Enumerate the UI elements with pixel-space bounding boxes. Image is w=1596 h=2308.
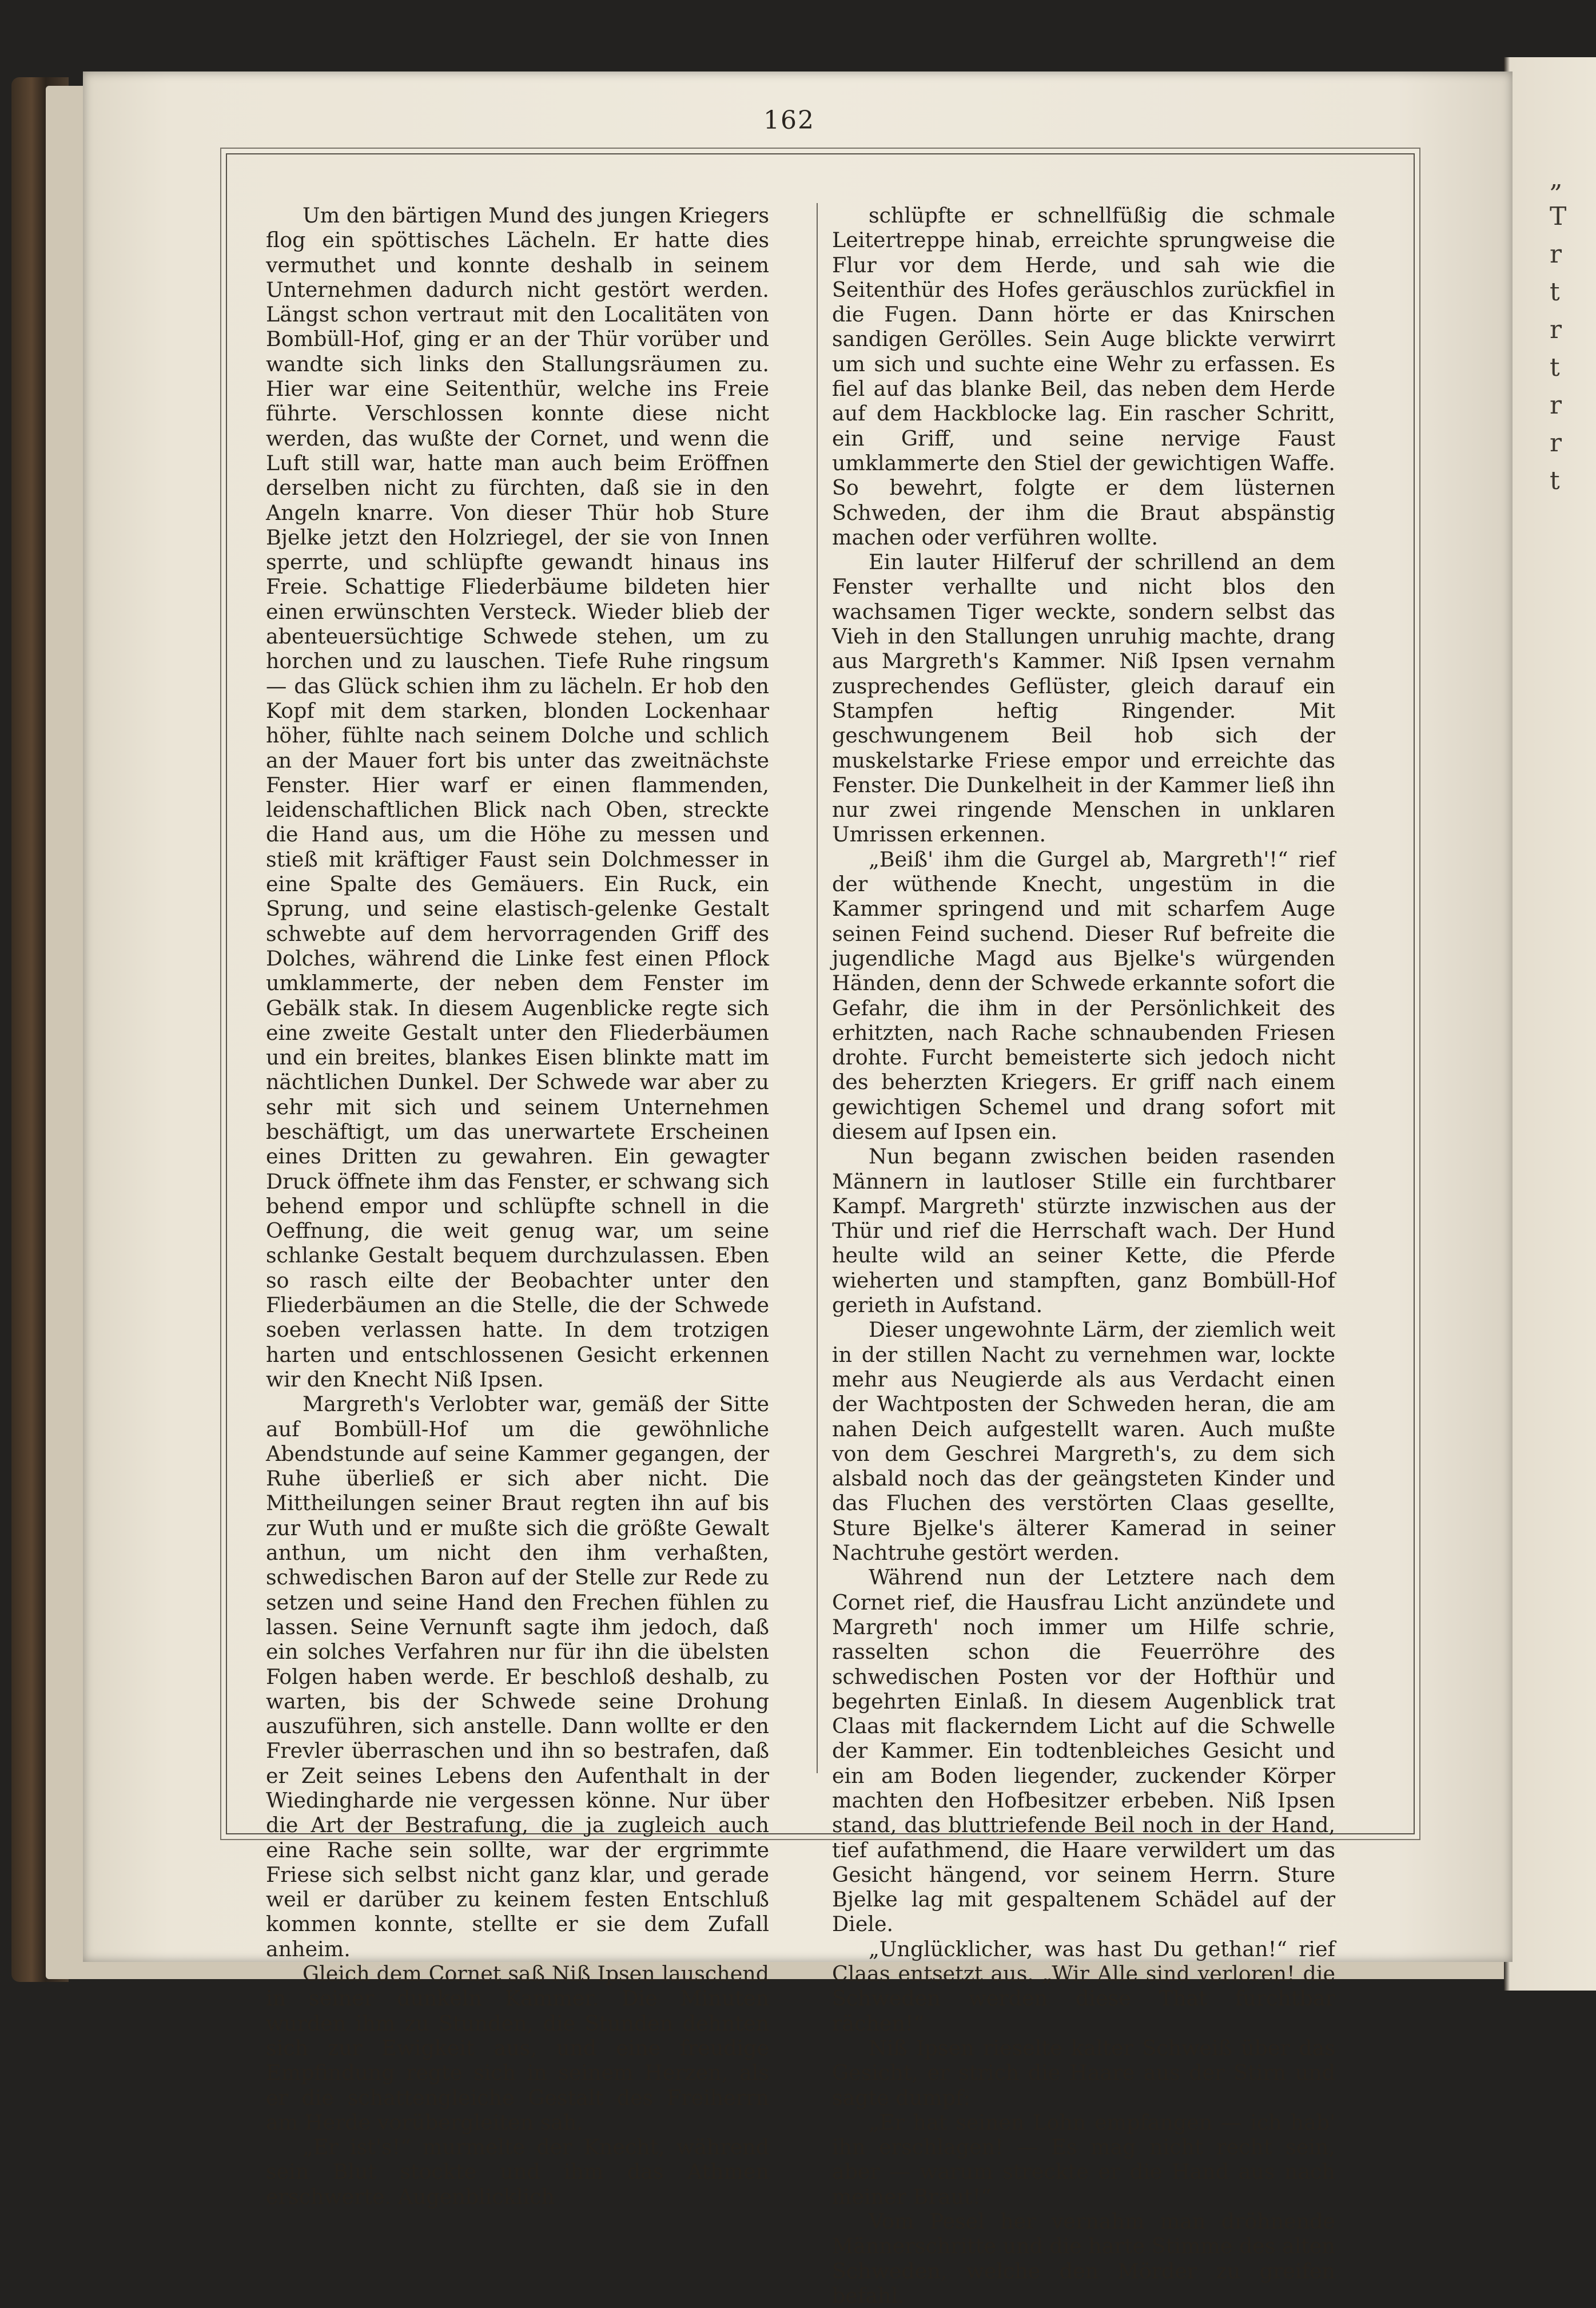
paragraph: „Beiß' ihm die Gurgel ab, Margreth'!“ rief der wüthende Knecht, ungestüm in die Kammer springend und mit scharfem Auge seinen Feind suchend. Dieser Ruf befreite die jugendliche Magd aus Bjelke's würgenden Händen, denn der Schwede erkannte sofort die Gefahr, die ihm in der Persönlichkeit des erhitzten, nach Rache schnaubenden Friesen drohte. Furcht bemeisterte sich jedoch nicht des beherzten Kriegers. Er griff nach einem gewichtigen Schemel und drang sofort mit diesem auf Ipsen ein. xyxy=(832,847,1335,1144)
paragraph: Um den bärtigen Mund des jungen Kriegers flog ein spöttisches Lächeln. Er hatte dies vermuthet und konnte deshalb in seinem Unternehmen dadurch nicht gestört werden. Längst schon vertraut mit den Localitäten von Bombüll-Hof, ging er an der Thür vorüber und wandte sich links den Stallungsräumen zu. Hier war eine Seitenthür, welche ins Freie führte. Verschlossen konnte diese nicht werden, das wußte der Cornet, und wenn die Luft still war, hatte man auch beim Eröffnen derselben nicht zu fürchten, daß sie in den Angeln knarre. Von dieser Thür hob Sture Bjelke jetzt den Holzriegel, der sie von Innen sperrte, und schlüpfte gewandt hinaus ins Freie. Schattige Fliederbäume bildeten hier einen erwünschten Versteck. Wieder blieb der abenteuersüchtige Schwede stehen, um zu horchen und zu lauschen. Tiefe Ruhe ringsum — das Glück schien ihm zu lächeln. Er hob den Kopf mit dem starken, blonden Lockenhaar höher, fühlte nach seinem Dolche und schlich an der Mauer fort bis unter das zweitnächste Fenster. Hier warf er einen flammenden, leidenschaftlichen Blick nach Oben, streckte die Hand aus, um die Höhe zu messen und stieß mit kräftiger Faust sein Dolchmesser in eine Spalte des Gemäuers. Ein Ruck, ein Sprung, und seine elastisch-gelenke Gestalt schwebte auf dem hervorragenden Griff des Dolches, während die Linke fest einen Pflock umklammerte, der neben dem Fenster im Gebälk stak. In diesem Augenblicke regte sich eine zweite Gestalt unter den Fliederbäumen und ein breites, blankes Eisen blinkte matt im nächtlichen Dunkel. Der Schwede war aber zu sehr mit sich und seinem Unternehmen beschäftigt, um das unerwartete Erscheinen eines Dritten zu gewahren. Ein gewagter Druck öffnete ihm das Fenster, er schwang sich behend empor und schlüpfte schnell in die Oeffnung, die weit genug war, um seine schlanke Gestalt bequem durchzulassen. Eben so rasch eilte der Beobachter unter den Fliederbäumen an die Stelle, die der Schwede soeben verlassen hatte. In dem trotzigen harten und entschlossenen Gesicht erkennen wir den Knecht Niß Ipsen. xyxy=(266,203,769,1392)
facing-page-fragment: t xyxy=(1550,466,1560,495)
paragraph: Während nun der Letztere nach dem Cornet rief, die Hausfrau Licht anzündete und Margreth' noch immer um Hilfe schrie, rasselten schon die Feuerröhre des schwedischen Posten vor der Hofthür und begehrten Einlaß. In diesem Augenblick trat Claas mit flackerndem Licht auf die Schwelle der Kammer. Ein todtenbleiches Gesicht und ein am Boden liegender, zuckender Körper machten den Hofbesitzer erbeben. Niß Ipsen stand, das bluttriefende Beil noch in der Hand, tief aufathmend, die Haare verwildert um das Gesicht hängend, vor seinem Herrn. Sture Bjelke lag mit gespaltenem Schädel auf der Diele. xyxy=(832,1565,1335,1937)
text-column-left xyxy=(266,203,769,2209)
facing-page-fragment: r xyxy=(1550,240,1562,269)
paragraph: „Er hat seinen Lohn empfangen — ich hab' ihn erschlagen! — Es mag nicht recht sein, aber — warum streckte er die Hand aus nach meiner Braut!“ xyxy=(832,2110,1335,2209)
facing-page-fragment: r xyxy=(1550,315,1562,344)
facing-page-fragment: t xyxy=(1550,277,1560,307)
page-number: 162 xyxy=(763,106,815,135)
facing-page-fragment: r xyxy=(1550,428,1562,458)
paragraph: Gleich dem Cornet saß Niß Ipsen lauschend in seiner dunkeln Kammer. Die Minuten wurden ihm zu Stunden, die Stunden dehnten sich zur Ewigkeit aus, und eine freudige Empfindung regte sich in seinem Herzen, als er die schattengleiche Gestalt des Freiherrn am Herde vorübergleiten sah. xyxy=(266,1961,769,2135)
facing-page-fragment: t xyxy=(1550,353,1560,382)
paragraph: „Er ist's!“ murmelte der Knecht, während sein Blut stockte und ihm das Athmen erschwerte. Augenblicklich xyxy=(266,2135,769,2209)
column-divider xyxy=(817,203,818,1773)
facing-page-fragment: T xyxy=(1550,202,1567,231)
paragraph: Vom Pesel her vernahm man dröhnende Männerschritte und die harte Stimme des alten Schweden, welche den Mörder zu greifen befahl. xyxy=(832,2209,1335,2308)
paragraph: Nun begann zwischen beiden rasenden Männern in lautloser Stille ein furchtbarer Kampf. Margreth' stürzte inzwischen aus der Thür und rief die Herrschaft wach. Der Hund heulte wild an seiner Kette, die Pferde wieherten und stampften, ganz Bombüll-Hof gerieth in Aufstand. xyxy=(832,1144,1335,1318)
paragraph: Margreth's Verlobter war, gemäß der Sitte auf Bombüll-Hof um die gewöhnliche Abendstunde auf seine Kammer gegangen, der Ruhe überließ er sich aber nicht. Die Mittheilungen seiner Braut regten ihn auf bis zur Wuth und er mußte sich die größte Gewalt anthun, um nicht den ihm verhaßten, schwedischen Baron auf der Stelle zur Rede zu setzen und seine Hand den Frechen fühlen zu lassen. Seine Vernunft sagte ihm jedoch, daß ein solches Verfahren nur für ihn die übelsten Folgen haben werde. Er beschloß deshalb, zu warten, bis der Schwede seine Drohung auszuführen, sich anstelle. Dann wollte er den Frevler überraschen und ihn so bestrafen, daß er Zeit seines Lebens den Aufenthalt in der Wiedingharde nie vergessen könne. Nur über die Art der Bestrafung, die ja zugleich auch eine Rache sein sollte, war der ergrimmte Friese sich selbst nicht ganz klar, und gerade weil er darüber zu keinem festen Entschluß kommen konnte, stellte er sie dem Zufall anheim. xyxy=(266,1392,769,1961)
facing-page-text-fragments xyxy=(1550,160,1595,500)
paragraph: Dieser ungewohnte Lärm, der ziemlich weit in der stillen Nacht zu vernehmen war, lockte mehr aus Neugierde als aus Verdacht einen der Wachtposten der Schweden heran, die am nahen Deich aufgestellt waren. Auch mußte von dem Geschrei Margreth's, zu dem sich alsbald noch das der geängsteten Kinder und das Fluchen des verstörten Claas gesellte, Sture Bjelke's älterer Kamerad in seiner Nachtruhe gestört werden. xyxy=(832,1317,1335,1566)
facing-page-fragment: „ xyxy=(1550,164,1563,193)
paragraph: Niß Ipsen rieselte kalter Schweiß über das Gesicht, er strich die Haare aus der Stirn und sagte dumpf: xyxy=(832,2035,1335,2110)
facing-page-edge xyxy=(1504,57,1596,1991)
paragraph: „Unglücklicher, was hast Du gethan!“ rief Claas entsetzt aus. „Wir Alle sind verloren! die Schweden werden diese That furchtbar rächen!“ xyxy=(832,1936,1335,2036)
paragraph: Ein lauter Hilferuf der schrillend an dem Fenster verhallte und nicht blos den wachsamen Tiger weckte, sondern selbst das Vieh in den Stallungen unruhig machte, drang aus Margreth's Kammer. Niß Ipsen vernahm zusprechendes Geflüster, gleich darauf ein Stampfen heftig Ringender. Mit geschwungenem Beil hob sich der muskelstarke Friese empor und erreichte das Fenster. Die Dunkelheit in der Kammer ließ ihn nur zwei ringende Menschen in unklaren Umrissen erkennen. xyxy=(832,550,1335,847)
paragraph: schlüpfte er schnellfüßig die schmale Leitertreppe hinab, erreichte sprungweise die Flur vor dem Herde, und sah wie die Seitenthür des Hofes geräuschlos zurückfiel in die Fugen. Dann hörte er das Knirschen sandigen Gerölles. Sein Auge blickte verwirrt um sich und suchte eine Wehr zu erfassen. Es fiel auf das blanke Beil, das neben dem Herde auf dem Hackblocke lag. Ein rascher Schritt, ein Griff, und seine nervige Faust umklammerte den Stiel der gewichtigen Waffe. So bewehrt, folgte er dem lüsternen Schweden, der ihm die Braut abspänstig machen oder verführen wollte. xyxy=(832,203,1335,550)
text-column-right xyxy=(832,203,1335,2308)
facing-page-fragment: r xyxy=(1550,391,1562,420)
